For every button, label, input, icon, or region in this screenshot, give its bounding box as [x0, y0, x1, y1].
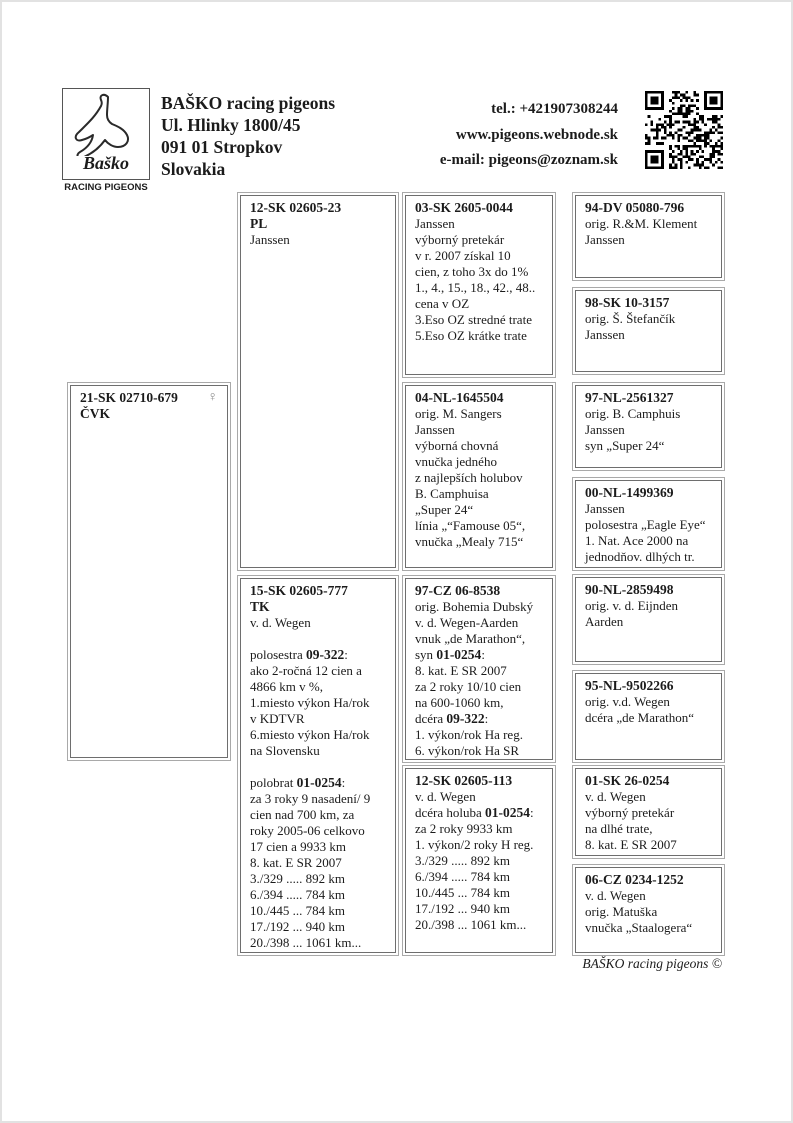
- box-text: 94-DV 05080-796 orig. R.&M. Klement Janssen: [585, 200, 698, 247]
- box-text: 21-SK 02710-679 ČVK: [80, 390, 178, 421]
- box-text: 95-NL-9502266 orig. v.d. Wegen dcéra „de Marathon“: [585, 678, 694, 725]
- owner-name: BAŠKO racing pigeons: [161, 93, 336, 113]
- pedigree-box-gen3-2: [405, 385, 553, 568]
- pedigree-box-sire: [240, 195, 396, 568]
- owner-street: Ul. Hlinky 1800/45: [161, 115, 301, 135]
- contact-info: [440, 97, 618, 174]
- contact-web: www.pigeons.webnode.sk: [455, 126, 618, 143]
- logo-subtitle: RACING PIGEONS: [64, 182, 148, 193]
- box-text: 12-SK 02605-113 v. d. Wegen dcéra holuba 01-0254: za 2 roky 9933 km 1. výkon/2 roky H reg. 3./329 ..... 892 km 6./394 ..... 784 km 10./445 ... 784 km 17./192 ... 940 km 20./398 ... 1061 km...: [415, 773, 534, 932]
- owner-country: Slovakia: [161, 159, 226, 179]
- box-text: 01-SK 26-0254 v. d. Wegen výborný pretekár na dlhé trate, 8. kat. E SR 2007: [585, 773, 677, 852]
- box-text: 97-NL-2561327 orig. B. Camphuis Janssen syn „Super 24“: [585, 390, 681, 453]
- pedigree-box-gen3-1: [405, 195, 553, 375]
- contact-tel: tel.: +421907308244: [491, 101, 618, 117]
- copyright-note: BAŠKO racing pigeons ©: [582, 956, 722, 971]
- box-text: 98-SK 10-3157 orig. Š. Štefančík Janssen: [585, 295, 676, 342]
- box-text: 97-CZ 06-8538 orig. Bohemia Dubský v. d. Wegen-Aarden vnuk „de Marathon“, syn 01-0254: 8. kat. E SR 2007 za 2 roky 10/10 cien na 600-1060 km, dcéra 09-322: 1. výkon/rok Ha reg. 6. výkon/rok Ha SR: [415, 583, 534, 758]
- pedigree-box-gen4-8: [575, 867, 722, 953]
- pedigree-box-gen4-2: [575, 290, 722, 372]
- pedigree-box-gen4-3: [575, 385, 722, 468]
- box-text: 00-NL-1499369 Janssen polosestra „Eagle Eye“ 1. Nat. Ace 2000 na jednodňov. dlhých tr.: [585, 485, 706, 564]
- contact-email: e-mail: pigeons@zoznam.sk: [439, 152, 618, 168]
- box-text: 03-SK 2605-0044 Janssen výborný pretekár v r. 2007 získal 10 cien, z toho 3x do 1% 1., 4., 15., 18., 42., 48.. cena v OZ 3.Eso OZ stredné trate 5.Eso OZ krátke trate: [415, 200, 536, 343]
- box-text: 90-NL-2859498 orig. v. d. Eijnden Aarden: [585, 582, 679, 629]
- box-text: 04-NL-1645504 orig. M. Sangers Janssen výborná chovná vnučka jedného z najlepších holubov B. Camphuisa „Super 24“ línia „“Famouse 05“, vnučka „Mealy 715“: [415, 390, 526, 549]
- pedigree-box-gen4-4: [575, 480, 722, 568]
- pedigree-box-gen3-3: [405, 578, 553, 760]
- box-text: 15-SK 02605-777 TK v. d. Wegen polosestra 09-322: ako 2-ročná 12 cien a 4866 km v %, 1.miesto výkon Ha/rok v KDTVR 6.miesto výkon Ha/rok na Slovensku polobrat 01-0254: za 3 roky 9 nasadení/ 9 cien nad 700 km, za roky 2005-06 celkovo 17 cien a 9933 km 8. kat. E SR 2007 3./329 ..... 892 km 6./394 ..... 784 km 10./445 ... 784 km 17./192 ... 940 km 20./398 ... 1061 km...: [250, 583, 371, 950]
- owner-address: [161, 92, 335, 180]
- pedigree-box-gen4-7: [575, 768, 722, 856]
- pedigree-box-dam: [240, 578, 396, 953]
- owner-city: 091 01 Stropkov: [161, 137, 283, 157]
- pedigree-box-gen3-4: [405, 768, 553, 953]
- pedigree-box-subject: [70, 385, 228, 758]
- pedigree-box-gen4-6: [575, 673, 722, 760]
- qr-code: [645, 91, 723, 169]
- female-symbol: ♀: [207, 390, 218, 405]
- logo: [62, 88, 150, 180]
- box-text: 06-CZ 0234-1252 v. d. Wegen orig. Matuška vnučka „Staalogera“: [585, 872, 693, 935]
- pigeon-icon: [64, 92, 148, 156]
- pedigree-box-gen4-5: [575, 577, 722, 662]
- pedigree-box-gen4-1: [575, 195, 722, 278]
- logo-name: Baško: [82, 153, 129, 173]
- box-text: 12-SK 02605-23 PL Janssen: [250, 200, 342, 247]
